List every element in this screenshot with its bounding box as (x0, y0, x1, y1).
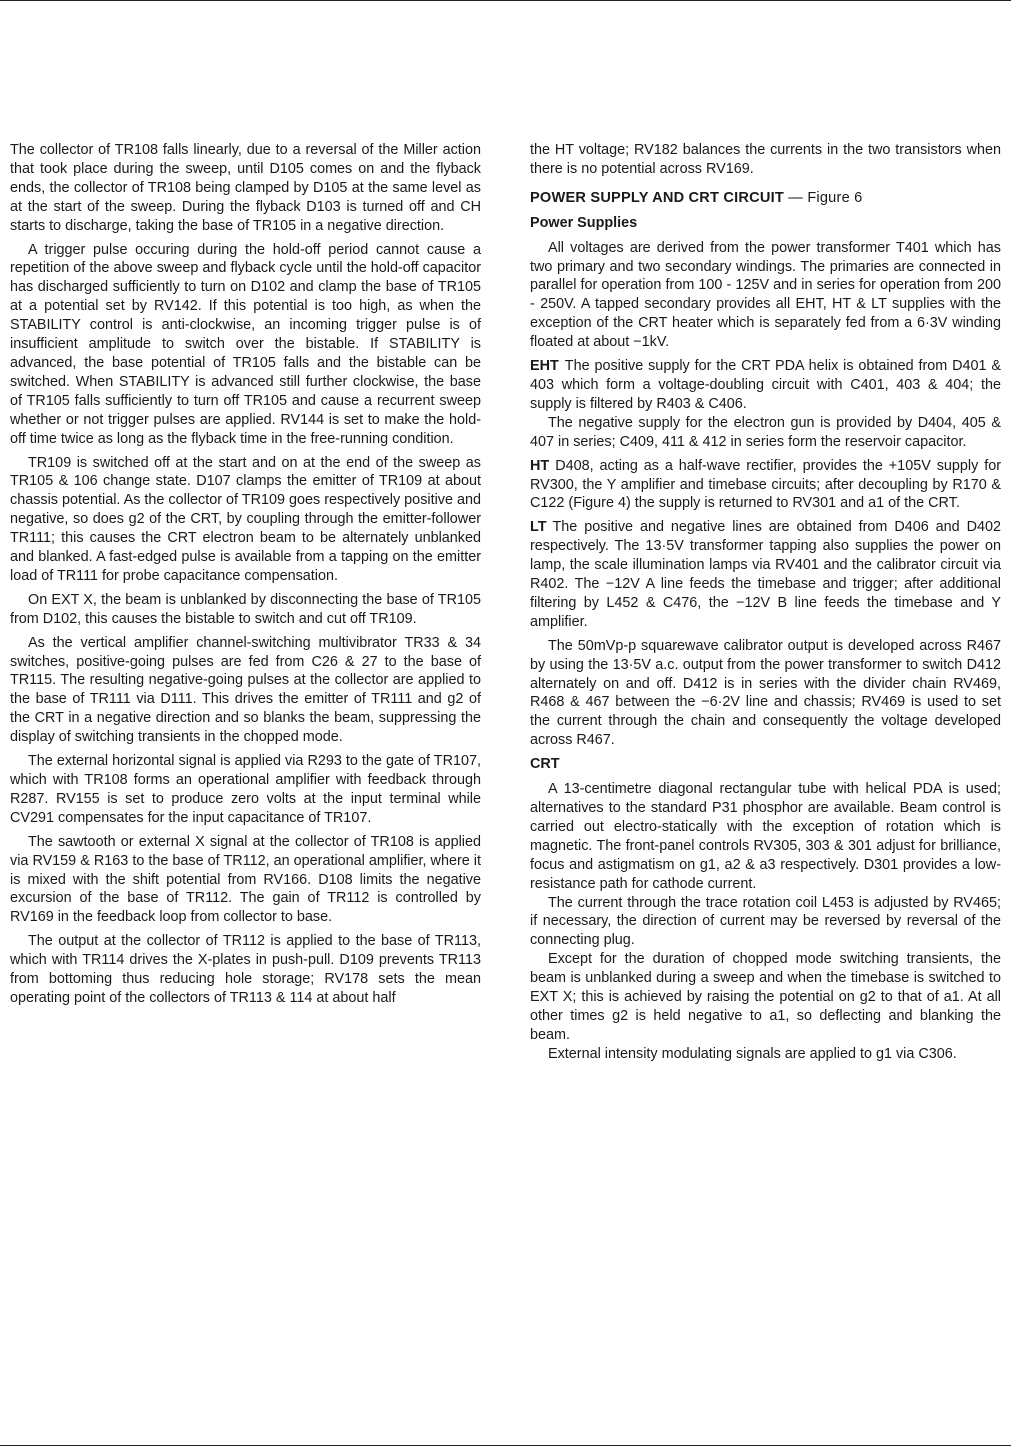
bottom-rule (0, 1445, 1011, 1446)
paragraph-ext-x: On EXT X, the beam is unblanked by disconnecting the base of TR105 from D102, this causes the bistable to switch and cut off TR109. (10, 591, 481, 627)
paragraph-lt (530, 518, 1001, 631)
paragraph-power-intro: All voltages are derived from the power transformer T401 which has two primary and two secondary windings. The primaries are connected in parallel for operation from 100 - 125V and in series for operation from 200 - 250V. A tapped secondary provides all EHT, HT & LT supplies with the exception of the CRT heater which is separately fed from a 6·3V winding floated at about −1kV. (530, 239, 1001, 351)
paragraph-chopped-blanking: As the vertical amplifier channel-switching multivibrator TR33 & 34 switches, positive-going pulses are fed from C26 & 27 to the base of TR115. The resulting negative-going pulses at the collector are applied to the base of TR111 via D111. This drives the emitter of TR111 and g2 of the CRT in a negative direction and so blanks the beam, suppressing the display of switching transients in the chopped mode. (10, 634, 481, 746)
paragraph-eht (530, 357, 1001, 414)
paragraph-intensity-modulation: External intensity modulating signals are applied to g1 via C306. (548, 1045, 957, 1062)
section-heading (530, 189, 1001, 208)
paragraph-rotation-coil: The current through the trace rotation coil L453 is adjusted by RV465; if necessary, the direction of current may be reversed by reversal of the connecting plug. (530, 894, 1001, 949)
eht-label: EHT (530, 358, 559, 375)
paragraph-tr109: TR109 is switched off at the start and on at the end of the sweep as TR105 & 106 change state. D107 clamps the emitter of TR109 at about chassis potential. As the collector of TR109 goes respectively positive and negative, so does g2 of the CRT, by coupling through the emitter-follower TR111; this causes the CRT electron beam to be alternately unblanked and blanked. A fast-edged pulse is available from a tapping on the emitter load of TR111 for probe capacitance compensation. (10, 454, 481, 584)
lt-text: The positive and negative lines are obtained from D406 and D402 respectively. The 13·5V transformer tapping also supplies the power on lamp, the scale illumination lamps via RV401 and the calibrator circuit via R402. The −12V A line feeds the timebase and trigger; after additional filtering by L452 & C476, the −12V B line feeds the timebase and Y amplifier. (530, 519, 1001, 630)
paragraph-calibrator: The 50mVp-p squarewave calibrator output is developed across R467 by using the 13·5V a.c. output from the power transformer to switch D412 alternately on and off. D412 is in series with the divider chain RV469, R468 & 467 between the −6·2V line and chassis; RV469 is used to set the current through the chain and consequently the voltage developed across R467. (530, 637, 1001, 749)
paragraph-eht-negative: The negative supply for the electron gun is provided by D404, 405 & 407 in series; C409, 411 & 412 in series form the reservoir capacitor. (530, 414, 1001, 450)
paragraph-continuation: the HT voltage; RV182 balances the currents in the two transistors when there is no potential across RV169. (530, 142, 1001, 177)
paragraph-sawtooth: The sawtooth or external X signal at the collector of TR108 is applied via RV159 & R163 to the base of TR112, an operational amplifier, where it is mixed with the shift potential from RV166. D108 limits the negative excursion of the base of TR112. The gain of TR112 is controlled by RV169 in the feedback loop from collector to base. (10, 833, 481, 926)
top-rule (0, 0, 1011, 1)
section-heading-figure: — Figure 6 (788, 189, 863, 206)
ht-text: D408, acting as a half-wave rectifier, provides the +105V supply for RV300, the Y amplifier and timebase circuits; after decoupling by R170 & C122 (Figure 4) the supply is returned to RV301 and a1 of the CRT. (530, 457, 1001, 512)
ht-label: HT (530, 457, 550, 474)
eht-text: The positive supply for the CRT PDA helix is obtained from D401 & 403 which form a voltage-doubling circuit with C401, 403 & 404; the supply is filtered by R403 & C406. (530, 358, 1001, 412)
paragraph-external-horizontal: The external horizontal signal is applied via R293 to the gate of TR107, which with TR108 forms an operational amplifier with feedback through R287. RV155 is set to produce zero volts at the input terminal while CV291 compensates for the input capacitance of TR107. (10, 753, 481, 826)
paragraph-unblanking: Except for the duration of chopped mode switching transients, the beam is unblanked during a sweep and when the timebase is switched to EXT X; this is achieved by raising the potential on g2 to that of a1. At all other times g2 is held negative to a1, so deflecting and blanking the beam. (530, 951, 1001, 1043)
paragraph-ht (530, 457, 1001, 514)
paragraph-crt-tube: A 13-centimetre diagonal rectangular tube with helical PDA is used; alternatives to the standard P31 phosphor are available. Beam control is carried out electro-statically with the exception of rotation which is magnetic. The front-panel controls RV305, 303 & 301 adjust for brilliance, focus and astigmatism on g1, a2 & a3 respectively. D301 provides a low-resistance path for cathode current. (530, 781, 1001, 892)
section-heading-title: POWER SUPPLY AND CRT CIRCUIT (530, 189, 784, 206)
left-column (10, 141, 481, 1013)
right-column (530, 141, 1001, 1064)
paragraph-collector-tr108: The collector of TR108 falls linearly, due to a reversal of the Miller action that took place during the sweep, until D105 comes on and the flyback ends, the collector of TR108 being clamped by D105 at the same level as at the start of the sweep. During the flyback D103 is turned off and CH starts to discharge, taking the base of TR105 in a negative direction. (10, 142, 481, 234)
power-supplies-heading: Power Supplies (530, 214, 638, 231)
paragraph-trigger-pulse: A trigger pulse occuring during the hold-off period cannot cause a repetition of the above sweep and flyback cycle until the hold-off capacitor has discharged sufficiently to turn on D102 and clamp the base of TR105 at a potential set by RV142. If this potential is too high, as when the STABILITY control is anti-clockwise, an incoming trigger pulse is of insufficient amplitude to switch over the bistable. If STABILITY is advanced, the base potential of TR105 falls and the bistable can be switched. When STABILITY is advanced still further clockwise, the base of TR105 falls sufficiently to turn off TR105 and cause a recurrent sweep whether or not trigger pulses are applied. RV144 is set to make the hold-off time twice as long as the flyback time in the free-running condition. (10, 241, 481, 447)
lt-label: LT (530, 519, 547, 536)
paragraph-x-output: The output at the collector of TR112 is applied to the base of TR113, which with TR114 drives the X-plates in push-pull. D109 prevents TR113 from bottoming thus reducing hole storage; RV178 sets the mean operating point of the collectors of TR113 & 114 at about half (10, 933, 481, 1006)
crt-heading: CRT (530, 756, 560, 773)
